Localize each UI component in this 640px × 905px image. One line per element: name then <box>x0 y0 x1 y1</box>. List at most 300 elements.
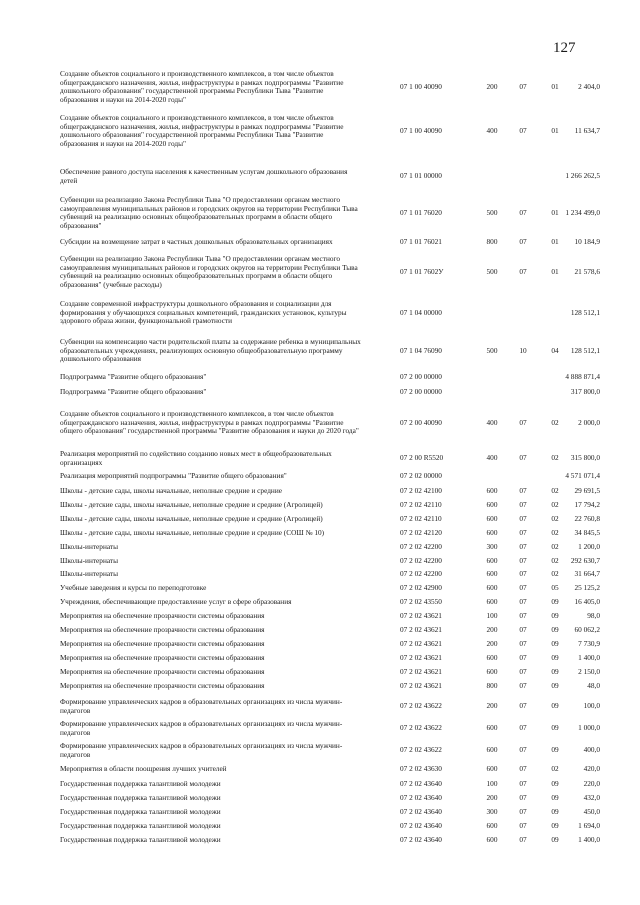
amount: 2 150,0 <box>578 667 600 676</box>
target-article-code: 07 1 00 40090 <box>400 126 442 136</box>
table-row <box>60 570 600 579</box>
target-article-code: 07 2 00 00000 <box>400 387 442 396</box>
section-code: 07 <box>519 597 527 606</box>
subsection-code: 05 <box>551 583 559 592</box>
description-line: Реализация мероприятий по содействию созданию новых мест в общеобразовательных <box>60 449 332 458</box>
expense-type: 600 <box>486 528 498 537</box>
subsection-code: 09 <box>551 701 559 711</box>
section-code: 07 <box>519 556 527 565</box>
section-code: 07 <box>519 807 527 816</box>
amount: 1 200,0 <box>578 542 600 551</box>
table-row <box>60 598 600 607</box>
section-code: 07 <box>519 625 527 634</box>
section-code: 07 <box>519 569 527 578</box>
row-description <box>60 543 390 552</box>
row-description <box>60 168 390 185</box>
row-description <box>60 515 390 524</box>
subsection-code: 09 <box>551 793 559 802</box>
row-description <box>60 765 390 774</box>
expense-type: 400 <box>486 417 498 427</box>
description-line: Школы - детские сады, школы начальные, неполные средние и средние (Агролицей) <box>60 514 323 523</box>
section-code: 07 <box>519 779 527 788</box>
section-code: 07 <box>519 821 527 830</box>
target-article-code: 07 2 02 42200 <box>400 556 442 565</box>
description-line: Мероприятия в области поощрения лучших учителей <box>60 764 227 773</box>
expense-type: 500 <box>486 267 498 277</box>
row-description <box>60 300 390 326</box>
section-code: 07 <box>519 486 527 495</box>
target-article-code: 07 1 04 00000 <box>400 307 442 317</box>
target-article-code: 07 2 02 42110 <box>400 514 442 523</box>
amount: 1 266 262,5 <box>565 171 600 181</box>
table-row <box>60 515 600 524</box>
table-row <box>60 501 600 510</box>
target-article-code: 07 2 02 43622 <box>400 745 442 755</box>
expense-type: 300 <box>486 807 498 816</box>
description-line: Государственная поддержка талантливой молодежи <box>60 835 221 844</box>
subsection-code: 09 <box>551 681 559 690</box>
description-line: образования и науки на 2014-2020 годы" <box>60 139 186 149</box>
description-line: Школы-интернаты <box>60 569 118 578</box>
expense-type: 800 <box>486 237 498 246</box>
row-description <box>60 501 390 510</box>
subsection-code: 01 <box>551 82 559 92</box>
expense-type: 600 <box>486 514 498 523</box>
row-description <box>60 70 390 105</box>
amount: 292 630,7 <box>570 556 600 565</box>
amount: 10 184,9 <box>574 237 600 246</box>
subsection-code: 02 <box>551 453 559 463</box>
amount: 2 404,0 <box>578 82 600 92</box>
row-description <box>60 196 390 231</box>
subsection-code: 09 <box>551 723 559 733</box>
description-line: Субвенции на компенсацию части родительской платы за содержание ребенка в муниципальных <box>60 337 361 346</box>
table-row <box>60 300 600 326</box>
amount: 48,0 <box>587 681 600 690</box>
row-description <box>60 720 390 737</box>
table-row <box>60 238 600 247</box>
description-line: Школы - детские сады, школы начальные, неполные средние и средние <box>60 486 282 495</box>
table-row <box>60 698 600 715</box>
section-code: 07 <box>519 835 527 844</box>
table-row <box>60 388 600 397</box>
description-line: Мероприятия на обеспечение прозрачности системы образования <box>60 667 265 676</box>
subsection-code: 04 <box>551 345 559 355</box>
table-row <box>60 557 600 566</box>
row-description <box>60 450 390 467</box>
table-row <box>60 780 600 789</box>
table-row <box>60 543 600 552</box>
description-line: Субвенции на реализацию Закона Республики Тыва "О предоставлении органам местного <box>60 195 340 204</box>
row-description <box>60 410 390 436</box>
table-row <box>60 626 600 635</box>
description-line: здорового образа жизни, функциональной грамотности <box>60 316 233 326</box>
description-line: Подпрограмма "Развитие общего образования" <box>60 372 207 381</box>
section-code: 07 <box>519 764 527 773</box>
target-article-code: 07 1 04 76090 <box>400 345 442 355</box>
expense-type: 200 <box>486 793 498 802</box>
description-line: Школы-интернаты <box>60 542 118 551</box>
expense-type: 200 <box>486 82 498 92</box>
expense-type: 600 <box>486 667 498 676</box>
expense-type: 600 <box>486 723 498 733</box>
target-article-code: 07 2 02 42120 <box>400 528 442 537</box>
table-row <box>60 70 600 105</box>
description-line: Мероприятия на обеспечение прозрачности системы образования <box>60 625 265 634</box>
target-article-code: 07 2 02 42110 <box>400 500 442 509</box>
section-code: 07 <box>519 267 527 277</box>
section-code: 07 <box>519 723 527 733</box>
description-line: формирования у обучающихся социальных компетенций, гражданских установок, культуры <box>60 307 347 317</box>
expense-type: 600 <box>486 764 498 773</box>
row-description <box>60 114 390 149</box>
row-description <box>60 388 390 397</box>
table-row <box>60 338 600 364</box>
target-article-code: 07 1 01 76020 <box>400 208 442 218</box>
section-code: 07 <box>519 639 527 648</box>
expense-type: 600 <box>486 583 498 592</box>
target-article-code: 07 2 02 42100 <box>400 486 442 495</box>
target-article-code: 07 2 00 40090 <box>400 417 442 427</box>
subsection-code: 02 <box>551 500 559 509</box>
table-row <box>60 640 600 649</box>
row-description <box>60 822 390 831</box>
row-description <box>60 654 390 663</box>
target-article-code: 07 1 00 40090 <box>400 82 442 92</box>
section-code: 07 <box>519 745 527 755</box>
amount: 317 800,0 <box>570 387 600 396</box>
section-code: 07 <box>519 208 527 218</box>
amount: 128 512,1 <box>570 307 600 317</box>
target-article-code: 07 2 02 43640 <box>400 835 442 844</box>
subsection-code: 09 <box>551 653 559 662</box>
row-description <box>60 640 390 649</box>
expense-type: 200 <box>486 701 498 711</box>
table-row <box>60 668 600 677</box>
row-description <box>60 808 390 817</box>
description-line: Мероприятия на обеспечение прозрачности системы образования <box>60 681 265 690</box>
subsection-code: 02 <box>551 764 559 773</box>
description-line: педагогов <box>60 705 91 715</box>
subsection-code: 09 <box>551 639 559 648</box>
expense-type: 500 <box>486 208 498 218</box>
description-line: Школы - детские сады, школы начальные, неполные средние и средние (СОШ № 10) <box>60 528 325 537</box>
table-row <box>60 742 600 759</box>
description-line: Школы-интернаты <box>60 556 118 565</box>
subsection-code: 09 <box>551 835 559 844</box>
description-line: самоуправления муниципальных районов и городских округов на территории Республики Тыва <box>60 203 358 213</box>
target-article-code: 07 2 02 43622 <box>400 723 442 733</box>
table-row <box>60 168 600 185</box>
expense-type: 200 <box>486 639 498 648</box>
amount: 98,0 <box>587 611 600 620</box>
description-line: педагогов <box>60 727 91 737</box>
row-description <box>60 668 390 677</box>
description-line: Формирование управленческих кадров в образовательных организациях из числа мужчин- <box>60 741 343 750</box>
target-article-code: 07 2 02 43621 <box>400 653 442 662</box>
target-article-code: 07 2 02 43621 <box>400 625 442 634</box>
target-article-code: 07 2 02 00000 <box>400 471 442 480</box>
row-description <box>60 472 390 481</box>
amount: 16 405,0 <box>574 597 600 606</box>
table-row <box>60 682 600 691</box>
target-article-code: 07 1 01 00000 <box>400 171 442 181</box>
amount: 21 578,6 <box>574 267 600 277</box>
subsection-code: 01 <box>551 267 559 277</box>
amount: 34 845,5 <box>574 528 600 537</box>
target-article-code: 07 2 02 42900 <box>400 583 442 592</box>
target-article-code: 07 2 02 42200 <box>400 569 442 578</box>
row-description <box>60 836 390 845</box>
subsection-code: 01 <box>551 126 559 136</box>
subsection-code: 09 <box>551 625 559 634</box>
description-line: детей <box>60 175 78 185</box>
expense-type: 300 <box>486 542 498 551</box>
amount: 4 888 871,4 <box>565 372 600 381</box>
table-row <box>60 373 600 382</box>
amount: 100,0 <box>583 701 600 711</box>
row-description <box>60 742 390 759</box>
section-code: 07 <box>519 82 527 92</box>
target-article-code: 07 2 02 43622 <box>400 701 442 711</box>
table-row <box>60 720 600 737</box>
description-line: общегражданского назначения, жилья, инфраструктуры в рамках подпрограммы "Развитие <box>60 417 344 427</box>
section-code: 07 <box>519 237 527 246</box>
description-line: Государственная поддержка талантливой молодежи <box>60 793 221 802</box>
table-row <box>60 255 600 290</box>
target-article-code: 07 2 02 43640 <box>400 793 442 802</box>
description-line: Создание объектов социального и производственного комплексов, в том числе объектов <box>60 409 334 418</box>
section-code: 07 <box>519 701 527 711</box>
description-line: образования" <box>60 221 102 231</box>
description-line: общегражданского назначения, жилья, инфраструктуры в рамках подпрограммы "Развитие <box>60 121 344 131</box>
section-code: 07 <box>519 126 527 136</box>
description-line: организациях <box>60 457 103 467</box>
subsection-code: 09 <box>551 745 559 755</box>
table-row <box>60 410 600 436</box>
row-description <box>60 338 390 364</box>
expense-type: 200 <box>486 625 498 634</box>
amount: 7 730,9 <box>578 639 600 648</box>
description-line: образования" (учебные расходы) <box>60 280 162 290</box>
expense-type: 100 <box>486 779 498 788</box>
expense-type: 600 <box>486 821 498 830</box>
target-article-code: 07 2 02 43550 <box>400 597 442 606</box>
section-code: 10 <box>519 345 527 355</box>
description-line: Субсидии на возмещение затрат в частных дошкольных образовательных организациях <box>60 237 333 246</box>
row-description <box>60 698 390 715</box>
section-code: 07 <box>519 453 527 463</box>
amount: 2 000,0 <box>578 417 600 427</box>
description-line: субвенций на реализацию основных общеобразовательных программ в области общего <box>60 271 333 281</box>
target-article-code: 07 2 02 43621 <box>400 681 442 690</box>
expense-type: 400 <box>486 453 498 463</box>
target-article-code: 07 2 02 43630 <box>400 764 442 773</box>
amount: 400,0 <box>583 745 600 755</box>
table-row <box>60 808 600 817</box>
section-code: 07 <box>519 611 527 620</box>
amount: 17 794,2 <box>574 500 600 509</box>
amount: 11 634,7 <box>574 126 600 136</box>
subsection-code: 02 <box>551 569 559 578</box>
table-row <box>60 794 600 803</box>
expense-type: 600 <box>486 486 498 495</box>
target-article-code: 07 2 02 43640 <box>400 821 442 830</box>
subsection-code: 02 <box>551 542 559 551</box>
amount: 60 062,2 <box>574 625 600 634</box>
amount: 432,0 <box>583 793 600 802</box>
description-line: Создание современной инфраструктуры дошкольного образования и социализации для <box>60 299 332 308</box>
target-article-code: 07 2 02 43640 <box>400 807 442 816</box>
description-line: Мероприятия на обеспечение прозрачности системы образования <box>60 639 265 648</box>
section-code: 07 <box>519 667 527 676</box>
table-row <box>60 487 600 496</box>
section-code: 07 <box>519 583 527 592</box>
description-line: Учебные заведения и курсы по переподготовке <box>60 583 207 592</box>
page-number: 127 <box>553 40 576 56</box>
table-row <box>60 612 600 621</box>
amount: 450,0 <box>583 807 600 816</box>
description-line: Государственная поддержка талантливой молодежи <box>60 807 221 816</box>
description-line: Учреждения, обеспечивающие предоставление услуг в сфере образования <box>60 597 292 606</box>
table-row <box>60 765 600 774</box>
section-code: 07 <box>519 681 527 690</box>
subsection-code: 09 <box>551 779 559 788</box>
expense-type: 600 <box>486 556 498 565</box>
row-description <box>60 373 390 382</box>
section-code: 07 <box>519 542 527 551</box>
amount: 315 800,0 <box>570 453 600 463</box>
section-code: 07 <box>519 417 527 427</box>
description-line: субвенций на реализацию основных общеобразовательных программ в области общего <box>60 212 333 222</box>
expense-type: 500 <box>486 345 498 355</box>
description-line: Государственная поддержка талантливой молодежи <box>60 821 221 830</box>
amount: 1 000,0 <box>578 723 600 733</box>
subsection-code: 09 <box>551 597 559 606</box>
description-line: Мероприятия на обеспечение прозрачности системы образования <box>60 611 265 620</box>
description-line: образовательных учреждениях, реализующих основную общеобразовательную программу <box>60 345 343 355</box>
amount: 420,0 <box>583 764 600 773</box>
expense-type: 600 <box>486 597 498 606</box>
subsection-code: 02 <box>551 514 559 523</box>
section-code: 07 <box>519 793 527 802</box>
amount: 25 125,2 <box>574 583 600 592</box>
amount: 1 694,0 <box>578 821 600 830</box>
table-row <box>60 114 600 149</box>
row-description <box>60 557 390 566</box>
row-description <box>60 238 390 247</box>
amount: 1 234 499,0 <box>565 208 600 218</box>
table-row <box>60 584 600 593</box>
table-row <box>60 654 600 663</box>
section-code: 07 <box>519 528 527 537</box>
description-line: образования и науки на 2014-2020 годы" <box>60 95 186 105</box>
row-description <box>60 529 390 538</box>
description-line: Обеспечение равного доступа населения к качественным услугам дошкольного образования <box>60 167 348 176</box>
amount: 4 571 071,4 <box>565 471 600 480</box>
subsection-code: 01 <box>551 208 559 218</box>
table-row <box>60 836 600 845</box>
subsection-code: 02 <box>551 417 559 427</box>
target-article-code: 07 2 02 43621 <box>400 639 442 648</box>
target-article-code: 07 2 02 42200 <box>400 542 442 551</box>
row-description <box>60 598 390 607</box>
description-line: Реализация мероприятий подпрограммы "Развитие общего образования" <box>60 471 287 480</box>
description-line: дошкольного образования <box>60 354 142 364</box>
section-code: 07 <box>519 514 527 523</box>
expense-type: 600 <box>486 835 498 844</box>
target-article-code: 07 1 01 7602У <box>400 267 444 277</box>
row-description <box>60 794 390 803</box>
target-article-code: 07 2 02 43621 <box>400 667 442 676</box>
target-article-code: 07 2 00 R5520 <box>400 453 444 463</box>
amount: 128 512,1 <box>570 345 600 355</box>
amount: 29 691,5 <box>574 486 600 495</box>
table-row <box>60 822 600 831</box>
subsection-code: 09 <box>551 807 559 816</box>
description-line: дошкольного образования" государственной программы Республики Тыва "Развитие <box>60 130 324 140</box>
row-description <box>60 487 390 496</box>
subsection-code: 02 <box>551 528 559 537</box>
description-line: Подпрограмма "Развитие общего образования" <box>60 387 207 396</box>
subsection-code: 02 <box>551 556 559 565</box>
expense-type: 400 <box>486 126 498 136</box>
row-description <box>60 612 390 621</box>
expense-type: 600 <box>486 745 498 755</box>
table-row <box>60 529 600 538</box>
subsection-code: 01 <box>551 237 559 246</box>
expense-type: 800 <box>486 681 498 690</box>
target-article-code: 07 2 02 43640 <box>400 779 442 788</box>
target-article-code: 07 2 02 43621 <box>400 611 442 620</box>
amount: 22 760,8 <box>574 514 600 523</box>
row-description <box>60 255 390 290</box>
description-line: педагогов <box>60 749 91 759</box>
expense-type: 600 <box>486 569 498 578</box>
description-line: Школы - детские сады, школы начальные, неполные средние и средние (Агролицей) <box>60 500 323 509</box>
table-row <box>60 472 600 481</box>
description-line: общего образования" государственной программы "Развитие образования и науки до 2020 года" <box>60 426 359 436</box>
description-line: дошкольного образования" государственной программы Республики Тыва "Развитие <box>60 86 324 96</box>
description-line: самоуправления муниципальных районов и городских округов на территории Республики Тыва <box>60 262 358 272</box>
section-code: 07 <box>519 500 527 509</box>
description-line: Субвенции на реализацию Закона Республики Тыва "О предоставлении органам местного <box>60 254 340 263</box>
subsection-code: 09 <box>551 611 559 620</box>
expense-type: 600 <box>486 500 498 509</box>
amount: 31 664,7 <box>574 569 600 578</box>
description-line: Государственная поддержка талантливой молодежи <box>60 779 221 788</box>
row-description <box>60 570 390 579</box>
table-row <box>60 196 600 231</box>
row-description <box>60 626 390 635</box>
description-line: Создание объектов социального и производственного комплексов, в том числе объектов <box>60 113 334 122</box>
row-description <box>60 584 390 593</box>
description-line: Формирование управленческих кадров в образовательных организациях из числа мужчин- <box>60 697 343 706</box>
subsection-code: 02 <box>551 486 559 495</box>
amount: 220,0 <box>583 779 600 788</box>
row-description <box>60 780 390 789</box>
description-line: Формирование управленческих кадров в образовательных организациях из числа мужчин- <box>60 719 343 728</box>
description-line: общегражданского назначения, жилья, инфраструктуры в рамках подпрограммы "Развитие <box>60 77 344 87</box>
amount: 1 400,0 <box>578 653 600 662</box>
subsection-code: 09 <box>551 667 559 676</box>
target-article-code: 07 1 01 76021 <box>400 237 442 246</box>
description-line: Мероприятия на обеспечение прозрачности системы образования <box>60 653 265 662</box>
target-article-code: 07 2 00 00000 <box>400 372 442 381</box>
amount: 1 400,0 <box>578 835 600 844</box>
expense-type: 600 <box>486 653 498 662</box>
description-line: Создание объектов социального и производственного комплексов, в том числе объектов <box>60 69 334 78</box>
